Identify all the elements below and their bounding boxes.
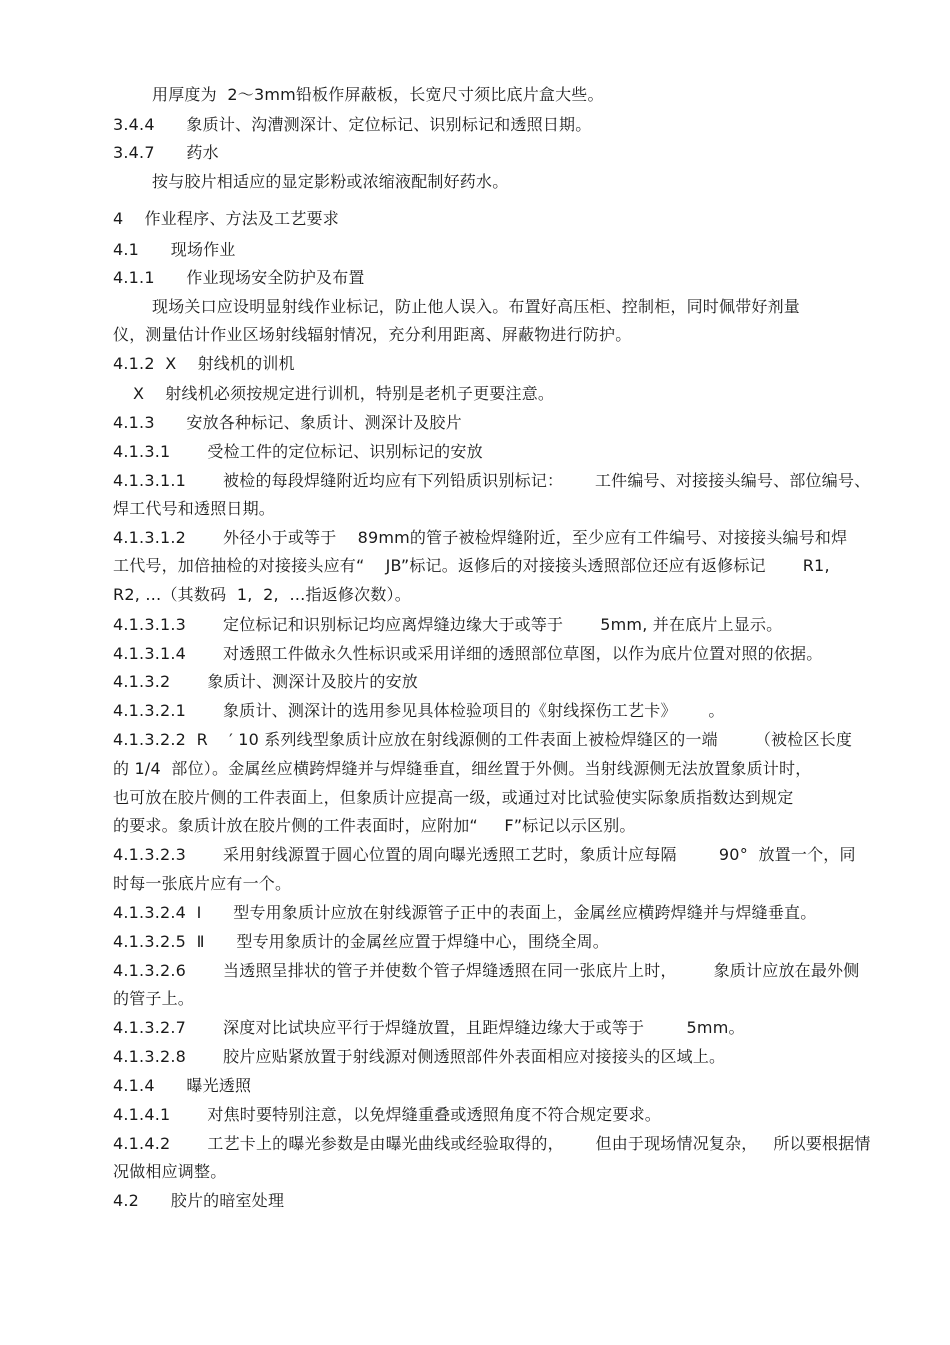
section-heading: 4.1.4 曝光透照 <box>113 1076 252 1095</box>
text-line: 4.1.3.1.3 定位标记和识别标记均应离焊缝边缘大于或等于 5mm, 并在底片上显示。 <box>113 615 783 634</box>
section-heading: 4.1 现场作业 <box>113 240 236 259</box>
text-line: 4.1.3.2.7 深度对比试块应平行于焊缝放置，且距焊缝边缘大于或等于 5mm。 <box>113 1018 745 1037</box>
text-line: 4.1.3.2.3 采用射线源置于圆心位置的周向曝光透照工艺时，象质计应每隔 90° 放置一个，同 <box>113 845 856 864</box>
section-heading: 4.1.1 作业现场安全防护及布置 <box>113 268 365 287</box>
section-heading: 4.1.2 X 射线机的训机 <box>113 354 295 373</box>
section-heading: 3.4.7 药水 <box>113 143 219 162</box>
text-line: 工代号，加倍抽检的对接接头应有“ JB”标记。返修后的对接接头透照部位还应有返修标记 R1, <box>113 556 830 575</box>
section-heading: 4.1.3.1 受检工件的定位标记、识别标记的安放 <box>113 442 483 461</box>
text-line: 时每一张底片应有一个。 <box>113 874 292 893</box>
text-line: 仪，测量估计作业区场射线辐射情况，充分利用距离、屏蔽物进行防护。 <box>113 325 632 344</box>
text-line: 的 1/4 部位）。金属丝应横跨焊缝并与焊缝垂直，细丝置于外侧。当射线源侧无法放置象质计时， <box>113 759 812 778</box>
text-line: 也可放在胶片侧的工件表面上，但象质计应提高一级，或通过对比试验使实际象质指数达到规定 <box>113 788 794 807</box>
section-heading: 4.1.3.2 象质计、测深计及胶片的安放 <box>113 672 418 691</box>
text-line: 4.1.3.1.2 外径小于或等于 89mm的管子被检焊缝附近，至少应有工件编号、对接接头编号和焊 <box>113 528 848 547</box>
text-line: 按与胶片相适应的显定影粉或浓缩液配制好药水。 <box>152 172 509 191</box>
text-line: 4.1.4.2 工艺卡上的曝光参数是由曝光曲线或经验取得的， 但由于现场情况复杂， 所以要根据情 <box>113 1134 871 1153</box>
text-line: 的管子上。 <box>113 989 195 1008</box>
text-line: X 射线机必须按规定进行训机，特别是老机子更要注意。 <box>133 384 555 403</box>
section-heading: 4.2 胶片的暗室处理 <box>113 1191 285 1210</box>
text-line: 4.1.3.2.5 Ⅱ 型专用象质计的金属丝应置于焊缝中心，围绕全周。 <box>113 932 610 951</box>
chapter-heading: 4 作业程序、方法及工艺要求 <box>113 209 339 228</box>
text-line: 焊工代号和透照日期。 <box>113 499 276 518</box>
text-line: 用厚度为 2～3mm铅板作屏蔽板，长宽尺寸须比底片盒大些。 <box>152 85 604 104</box>
section-heading: 3.4.4 象质计、沟漕测深计、定位标记、识别标记和透照日期。 <box>113 115 592 134</box>
text-line: 4.1.3.2.6 当透照呈排状的管子并使数个管子焊缝透照在同一张底片上时， 象质计应放在最外侧 <box>113 961 860 980</box>
text-line: 4.1.3.1.1 被检的每段焊缝附近均应有下列铅质识别标记： 工件编号、对接接头编号、部位编号、 <box>113 471 871 490</box>
text-line: 况做相应调整。 <box>113 1162 227 1181</box>
text-line: 4.1.3.1.4 对透照工件做永久性标识或采用详细的透照部位草图，以作为底片位置对照的依据。 <box>113 644 823 663</box>
text-line: 4.1.3.2.4 Ⅰ 型专用象质计应放在射线源管子正中的表面上，金属丝应横跨焊缝并与焊缝垂直。 <box>113 903 817 922</box>
text-line: 4.1.3.2.8 胶片应贴紧放置于射线源对侧透照部件外表面相应对接接头的区域上。 <box>113 1047 726 1066</box>
text-line: 4.1.3.2.2 R ′ 10 系列线型象质计应放在射线源侧的工件表面上被检焊缝区的一端 （被检区长度 <box>113 730 853 749</box>
text-line: 4.1.4.1 对焦时要特别注意，以免焊缝重叠或透照角度不符合规定要求。 <box>113 1105 661 1124</box>
text-line: 的要求。象质计放在胶片侧的工件表面时，应附加“ F”标记以示区别。 <box>113 816 636 835</box>
section-heading: 4.1.3 安放各种标记、象质计、测深计及胶片 <box>113 413 462 432</box>
text-line: R2, …（其数码 1, 2, …指返修次数）。 <box>113 585 411 604</box>
text-line: 现场关口应设明显射线作业标记，防止他人误入。布置好高压柜、控制柜，同时佩带好剂量 <box>152 297 801 316</box>
text-line: 4.1.3.2.1 象质计、测深计的选用参见具体检验项目的《射线探伤工艺卡》 。 <box>113 701 725 720</box>
